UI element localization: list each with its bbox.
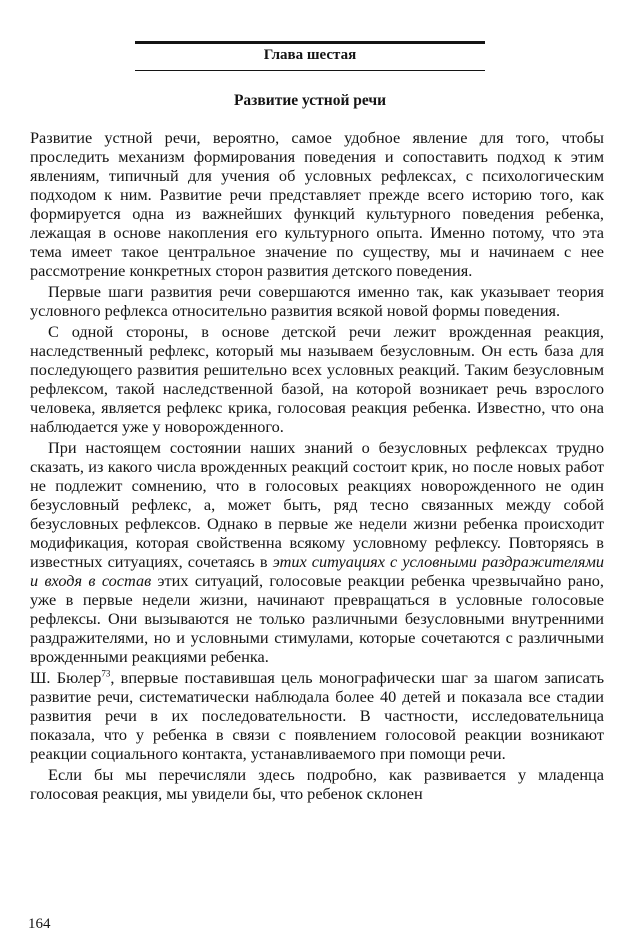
paragraph-3: С одной стороны, в основе детской речи лежит врожденная реакция, наследственный рефлекс, который мы называем безусловным. Он есть база для последующего развития решительно всех условных реакций. Таким безусловным рефлексом, такой наследственной базой, на которой возникает речь взрослого человека, является рефлекс крика, голосовая реакция ребенка. Известно, что она наблюдается уже у новорожденного.: [30, 322, 604, 436]
top-rule: [135, 41, 485, 44]
paragraph-4-italic: этих ситуациях с условными раздражителями и входя в состав: [30, 552, 604, 590]
footnote-ref[interactable]: 73: [101, 668, 111, 679]
chapter-heading: Глава шестая: [135, 47, 485, 71]
author-name: Ш. Бюлер: [30, 668, 102, 687]
page-number: 164: [28, 916, 51, 932]
paragraph-5: [30, 668, 604, 763]
section-title: Развитие устной речи: [233, 92, 387, 109]
paragraph-4-text-b: этих ситуаций, голосовые реакции ребенка чрезвычайно рано, уже в первые недели жизни, начинают превращаться в условные голосовые рефлексы. Они вызываются не только различными безусловными внутренними раздражителями, но и условными стимулами, которые сочетаются с различными врожденными реакциями ребенка.: [30, 571, 605, 666]
paragraph-2: Первые шаги развития речи совершаются именно так, как указывает теория условного рефлекса относительно развития всякой новой формы поведения.: [30, 282, 604, 320]
paragraph-4: [30, 438, 604, 666]
body-text: [30, 128, 604, 803]
paragraph-6: Если бы мы перечисляли здесь подробно, как развивается у младенца голосовая реакция, мы увидели бы, что ребенок склонен: [30, 765, 604, 803]
paragraph-5-text: , впервые поставившая цель монографически шаг за шагом записать развитие речи, систематически наблюдала более 40 детей и показала все стадии развития речи в их последовательности. В частности, исследовательница показала, что у ребенка в связи с появлением голосовой реакции возникают реакции социального контакта, устанавливаемого при помощи речи.: [30, 668, 604, 763]
paragraph-4-text-a: При настоящем состоянии наших знаний о безусловных рефлексах трудно сказать, из какого числа врожденных реакций состоит крик, но после новых работ не подлежит сомнению, что в голосовых реакциях новорожденного не один безусловный рефлекс, а, может быть, ряд тесно связанных между собой безусловных рефлексов. Однако в первые же недели жизни ребенка происходит модификация, которая свойственна всякому условному рефлексу. Повторяясь в известных ситуациях, сочетаясь в: [30, 438, 604, 571]
paragraph-1: Развитие устной речи, вероятно, самое удобное явление для того, чтобы проследить механизм формирования поведения и сопоставить подход к этим явлениям, типичный для учения об условных рефлексах, с психологическим подходом к ним. Развитие речи представляет прежде всего историю того, как формируется одна из важнейших функций культурного поведения ребенка, лежащая в основе накопления его культурного опыта. Именно потому, что эта тема имеет такое центральное значение по существу, мы и начинаем с нее рассмотрение конкретных сторон развития детского поведения.: [30, 128, 604, 280]
